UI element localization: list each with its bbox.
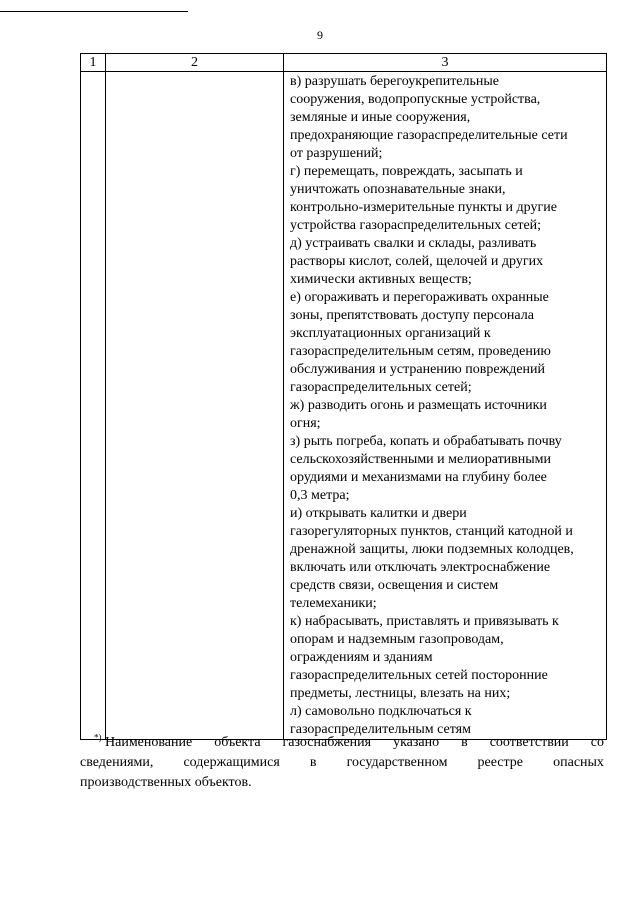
- text-line: ограждениям и зданиям: [290, 650, 433, 665]
- footnote-line-1: [80, 733, 604, 753]
- text-line: контрольно-измерительные пункты и другие: [290, 200, 557, 215]
- footnote-word: указано: [393, 735, 440, 750]
- text-line: з) рыть погреба, копать и обрабатывать почву: [290, 434, 562, 449]
- footnote-word: объекта: [214, 735, 261, 750]
- page-number: 9: [317, 28, 323, 42]
- text-line: телемеханики;: [290, 596, 377, 611]
- text-line: уничтожать опознавательные знаки,: [290, 182, 506, 197]
- footnote-word: газоснабжения: [282, 735, 372, 750]
- text-line: г) перемещать, повреждать, засыпать и: [290, 164, 523, 179]
- column-1-cell: [81, 72, 106, 743]
- top-rule: [0, 11, 188, 12]
- text-line: от разрушений;: [290, 146, 383, 161]
- text-line: химически активных веществ;: [290, 272, 472, 287]
- column-header-2: 2: [106, 54, 284, 72]
- footnote-marker: *): [94, 732, 102, 743]
- footnote-line-2: [80, 753, 604, 773]
- table-body-row: [81, 72, 607, 740]
- text-line: к) набрасывать, приставлять и привязывать к: [290, 614, 559, 629]
- text-line: газораспределительных сетей посторонние: [290, 668, 548, 683]
- footnote-word: содержащимися: [183, 755, 280, 770]
- text-line: газорегуляторных пунктов, станций катодной и: [290, 524, 573, 539]
- text-line: ж) разводить огонь и размещать источники: [290, 398, 547, 413]
- text-line: газораспределительным сетям: [290, 722, 471, 737]
- text-line: газораспределительных сетей;: [290, 380, 472, 395]
- text-line: дренажной защиты, люки подземных колодцев,: [290, 542, 574, 557]
- footnote-line-3: производственных объектов.: [80, 775, 252, 790]
- footnote-word: государственном: [346, 755, 448, 770]
- text-line: зоны, препятствовать доступу персонала: [290, 308, 534, 323]
- column-2-cell: [106, 72, 284, 740]
- text-line: обслуживания и устранению повреждений: [290, 362, 546, 377]
- footnote: [80, 733, 604, 793]
- footnote-word: со: [590, 735, 604, 750]
- text-line: орудиями и механизмами на глубину более: [290, 470, 547, 485]
- table-header-row: [81, 54, 607, 72]
- text-line: включать или отключать электроснабжение: [290, 560, 551, 575]
- column-header-1: 1: [81, 54, 106, 72]
- text-line: опорам и надземным газопроводам,: [290, 632, 504, 647]
- text-line: средств связи, освещения и систем: [290, 578, 499, 593]
- text-line: и) открывать калитки и двери: [290, 506, 467, 521]
- footnote-word: в: [461, 735, 468, 750]
- text-line: устройства газораспределительных сетей;: [290, 218, 542, 233]
- column-3-cell: [284, 72, 607, 740]
- text-line: газораспределительным сетям, проведению: [290, 344, 551, 359]
- prohibitions-text: [284, 72, 606, 739]
- text-line: е) огораживать и перегораживать охранные: [290, 290, 549, 305]
- text-line: л) самовольно подключаться к: [290, 704, 472, 719]
- column-header-3: 3: [284, 54, 607, 72]
- footnote-word: реестре: [477, 755, 524, 770]
- footnote-word: сведениями,: [80, 755, 154, 770]
- text-line: предохраняющие газораспределительные сети: [290, 128, 568, 143]
- text-line: эксплуатационных организаций к: [290, 326, 491, 341]
- footnote-word: опасных: [553, 755, 604, 770]
- text-line: в) разрушать берегоукрепительные: [290, 74, 500, 89]
- text-line: д) устраивать свалки и склады, разливать: [290, 236, 537, 251]
- footnote-word: в: [309, 755, 317, 770]
- text-line: растворы кислот, солей, щелочей и других: [290, 254, 544, 269]
- text-line: огня;: [290, 416, 321, 431]
- text-line: предметы, лестницы, влезать на них;: [290, 686, 511, 701]
- footnote-word: соответствии: [489, 735, 569, 750]
- text-line: сооружения, водопропускные устройства,: [290, 92, 541, 107]
- text-line: сельскохозяйственными и мелиоративными: [290, 452, 552, 467]
- text-line: земляные и иные сооружения,: [290, 110, 471, 125]
- footnote-word: *) Наименование: [94, 732, 193, 750]
- text-line: 0,3 метра;: [290, 488, 350, 503]
